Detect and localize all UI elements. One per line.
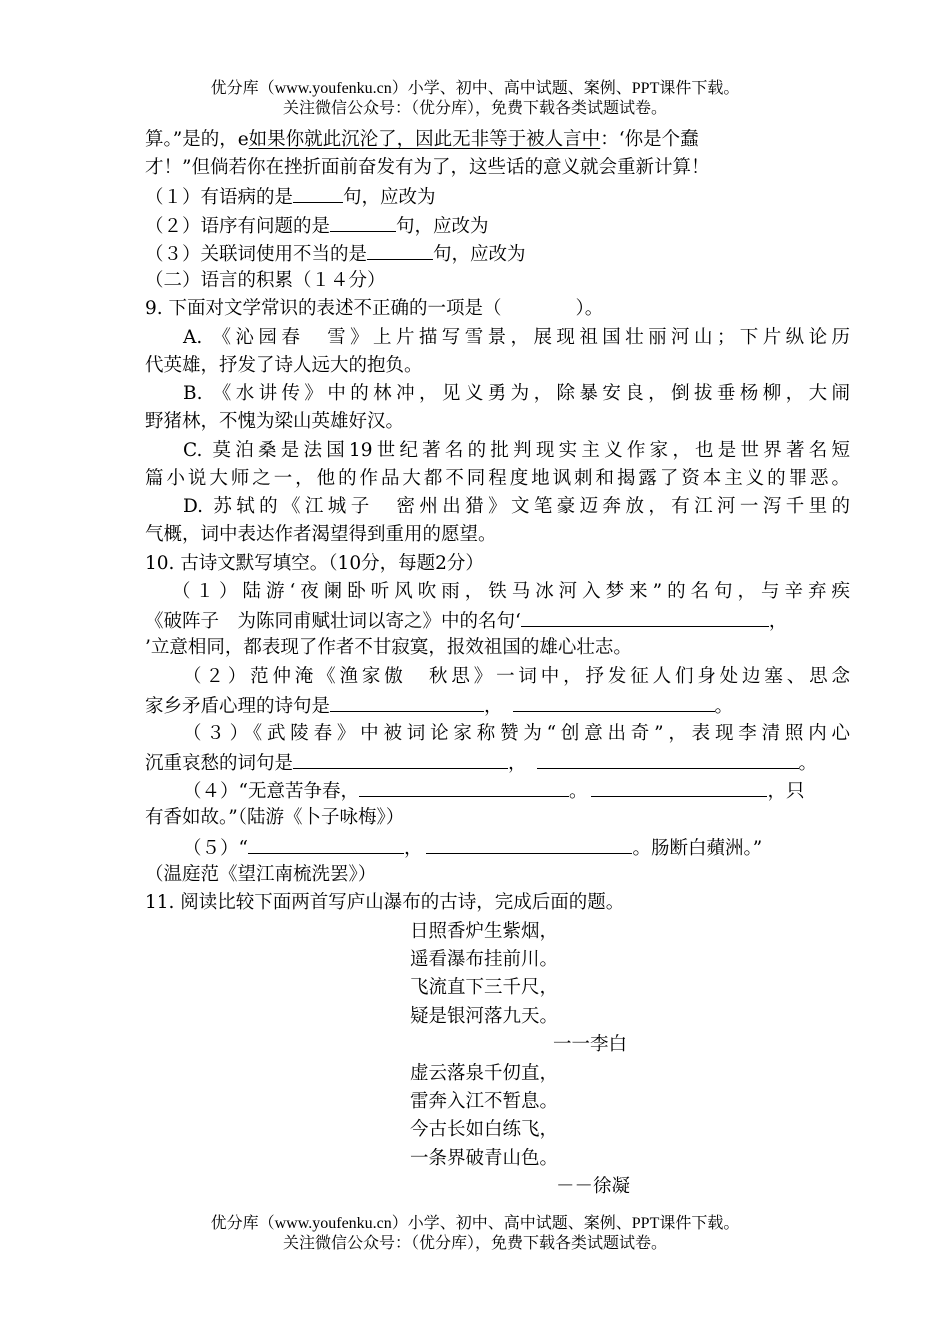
answer-blank[interactable]: [513, 693, 715, 712]
poem2-line: 今古长如白练飞，: [410, 1119, 559, 1140]
q10-text: ，只: [767, 781, 805, 802]
section-heading: （二）语言的积累（１４分）: [145, 270, 386, 291]
header-line-1: 优分库（www.youfenku.cn）小学、初中、高中试题、案例、PPT课件下载。: [210, 80, 740, 97]
q10-item-3: （３）《武陵春》中被词论家称赞为“创意出奇”，表现李清照内心: [183, 723, 850, 744]
q8-item-text: 句，应改为: [433, 244, 526, 265]
answer-blank[interactable]: [359, 778, 569, 797]
q11-stem: 11. 阅读比较下面两首写庐山瀑布的古诗，完成后面的题。: [145, 892, 625, 913]
poem2-line: 虚云落泉千仞直，: [410, 1063, 559, 1084]
footer-line-1: 优分库（www.youfenku.cn）小学、初中、高中试题、案例、PPT课件下载。: [210, 1215, 740, 1232]
q8-item-1: [145, 184, 850, 210]
answer-blank[interactable]: [537, 750, 799, 769]
q10-stem: 10. 古诗文默写填空。（10分，每题2分）: [145, 553, 484, 574]
q10-item-5: [183, 835, 850, 861]
poem1-author: 一一李白: [553, 1034, 628, 1055]
passage-underlined-sentence: 如果你就此沉沦了，因此无非等于被人言中: [248, 129, 601, 150]
q10-item-1-cont: [145, 608, 850, 634]
q10-item-1-end: ’立意相同，都表现了作者不甘寂寞，报效祖国的雄心壮志。: [145, 637, 632, 658]
answer-blank[interactable]: [330, 213, 396, 232]
answer-blank[interactable]: [426, 835, 632, 854]
answer-blank[interactable]: [293, 750, 508, 769]
q9-stem: 9. 下面对文学常识的表述不正确的一项是（ ）。: [145, 298, 604, 319]
poem1-line: 日照香炉生紫烟，: [410, 921, 559, 942]
q10-item-1: （１）陆游‘夜阑卧听风吹雨，铁马冰河入梦来”的名句，与辛弃疾: [172, 581, 850, 602]
q10-text: （５）“: [183, 838, 248, 859]
q10-item-2: （２）范仲淹《渔家傲 秋思》一词中，抒发征人们身处边塞、思念: [183, 666, 850, 687]
q8-item-text: （１）有语病的是: [145, 187, 294, 208]
q9-option-a: A. 《沁园春 雪》上片描写雪景，展现祖国壮丽河山；下片纵论历: [183, 327, 850, 348]
answer-blank[interactable]: [293, 184, 343, 203]
passage-text: 算。”是的，e: [145, 129, 249, 150]
q9-option-d-cont: 气概，词中表达作者渴望得到重用的愿望。: [145, 524, 497, 545]
q9-option-c: C. 莫泊桑是法国19世纪著名的批判现实主义作家，也是世界著名短: [183, 440, 850, 461]
passage-line-2: 才！”但倘若你在挫折面前奋发有为了，这些话的意义就会重新计算！: [145, 157, 710, 178]
q10-text: 《破阵子 为陈同甫赋壮词以寄之》中的名句‘: [145, 611, 521, 632]
q10-item-5-cont: （温庭范《望江南梳洗罢》）: [145, 864, 377, 885]
footer-line-2: 关注微信公众号：（优分库），免费下载各类试题试卷。: [282, 1235, 667, 1252]
q9-option-a-cont: 代英雄，抒发了诗人远大的抱负。: [145, 355, 423, 376]
passage-line-1: [145, 128, 850, 152]
answer-blank[interactable]: [367, 241, 433, 260]
q10-text: ，: [403, 838, 423, 859]
q9-option-d: D. 苏轼的《江城子 密州出猎》文笔豪迈奔放，有江河一泻千里的: [183, 496, 850, 517]
poem1-line: 遥看瀑布挂前川。: [410, 949, 559, 970]
q10-item-4-cont: 有香如故。”（陆游《卜子咏梅》）: [145, 807, 405, 828]
passage-text: ：‘你是个蠢: [600, 129, 699, 150]
poem2-line: 一条界破青山色。: [410, 1148, 559, 1169]
q10-text: 。: [714, 696, 734, 717]
q10-text: 沉重哀愁的词句是: [145, 753, 294, 774]
poem2-author: －－徐凝: [556, 1176, 631, 1197]
q10-text: 家乡矛盾心理的诗句是: [145, 696, 331, 717]
q10-text: 。肠断白蘋洲。”: [632, 838, 763, 859]
header-line-2: 关注微信公众号：（优分库），免费下载各类试题试卷。: [282, 100, 667, 117]
q8-item-text: （３）关联词使用不当的是: [145, 244, 368, 265]
q8-item-3: [145, 241, 850, 267]
poem2-line: 雷奔入江不暂息。: [410, 1091, 559, 1112]
answer-blank[interactable]: [521, 608, 769, 627]
poem1-line: 疑是银河落九天。: [410, 1006, 559, 1027]
q10-text: ，: [508, 753, 527, 774]
q10-text: 。: [568, 781, 588, 802]
q8-item-text: （２）语序有问题的是: [145, 216, 331, 237]
answer-blank[interactable]: [591, 778, 767, 797]
q8-item-text: 句，应改为: [343, 187, 436, 208]
q9-option-b: B. 《水讲传》中的林冲，见义勇为，除暴安良，倒拔垂杨柳，大闹: [183, 383, 850, 404]
q10-text: ，: [768, 611, 788, 632]
answer-blank[interactable]: [248, 835, 404, 854]
q10-text: 。: [798, 753, 818, 774]
q8-item-text: 句，应改为: [396, 216, 489, 237]
poem1-line: 飞流直下三千尺，: [410, 977, 559, 998]
q8-item-2: [145, 213, 850, 239]
answer-blank[interactable]: [330, 693, 484, 712]
q10-text: ，: [484, 696, 503, 717]
q9-option-b-cont: 野猪林，不愧为梁山英雄好汉。: [145, 411, 405, 432]
q10-item-4: [183, 778, 850, 804]
q9-option-c-cont: 篇小说大师之一，他的作品大都不同程度地讽刺和揭露了资本主义的罪恶。: [145, 468, 850, 489]
q10-item-3-cont: [145, 750, 850, 776]
q10-item-2-cont: [145, 693, 850, 719]
q10-text: （４）“无意苦争春，: [183, 781, 359, 802]
